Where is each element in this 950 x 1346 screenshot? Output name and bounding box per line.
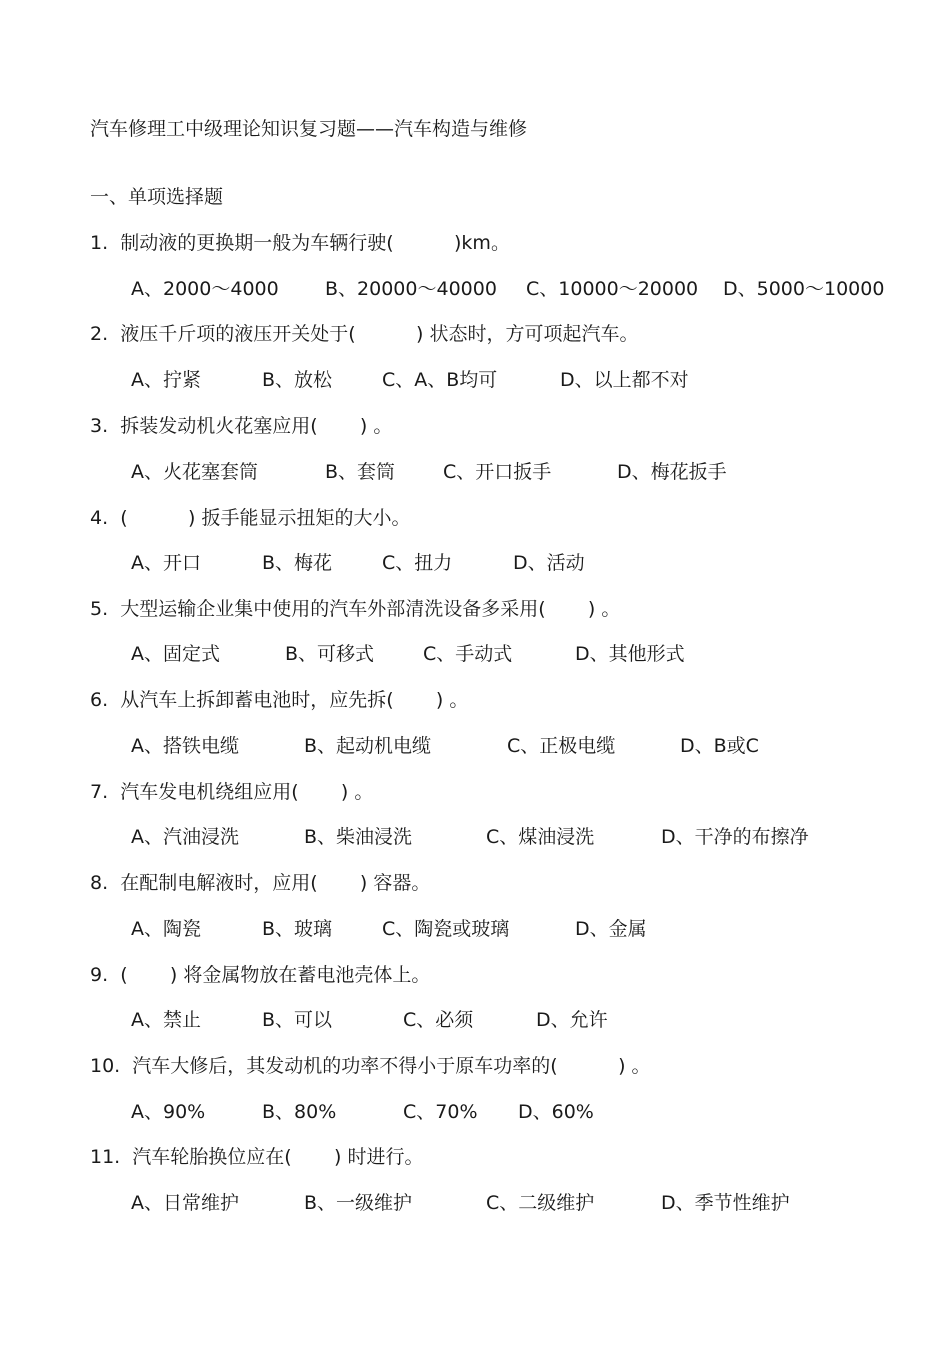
q4-option-b: B、梅花 — [262, 552, 333, 574]
q10-option-c: C、70% — [403, 1101, 478, 1123]
q3-option-d: D、梅花扳手 — [617, 461, 727, 483]
q6-option-b: B、起动机电缆 — [304, 735, 432, 757]
question-3: 3. 拆装发动机火花塞应用( ) 。 — [90, 415, 393, 437]
q11-option-a: A、日常维护 — [131, 1192, 239, 1214]
question-7: 7. 汽车发电机绕组应用( ) 。 — [90, 781, 374, 803]
q2-option-a: A、拧紧 — [131, 369, 201, 391]
q2-option-b: B、放松 — [262, 369, 333, 391]
question-2: 2. 液压千斤项的液压开关处于( ) 状态时，方可项起汽车。 — [90, 323, 639, 345]
q5-option-b: B、可移式 — [285, 643, 375, 665]
q9-option-b: B、可以 — [262, 1009, 333, 1031]
q2-option-c: C、A、B均可 — [382, 369, 498, 391]
q11-option-c: C、二级维护 — [486, 1192, 595, 1214]
section-heading: 一、单项选择题 — [90, 186, 224, 208]
q9-option-c: C、必须 — [403, 1009, 474, 1031]
q8-option-c: C、陶瓷或玻璃 — [382, 918, 510, 940]
q11-option-b: B、一级维护 — [304, 1192, 413, 1214]
q5-option-c: C、手动式 — [423, 643, 513, 665]
question-5: 5. 大型运输企业集中使用的汽车外部清洗设备多采用( ) 。 — [90, 598, 621, 620]
q8-option-b: B、玻璃 — [262, 918, 333, 940]
q7-option-a: A、汽油浸洗 — [131, 826, 239, 848]
q6-option-d: D、B或C — [680, 735, 759, 757]
q3-option-c: C、开口扳手 — [443, 461, 552, 483]
question-1: 1. 制动液的更换期一般为车辆行驶( )km。 — [90, 232, 510, 254]
q8-option-a: A、陶瓷 — [131, 918, 201, 940]
q10-option-a: A、90% — [131, 1101, 206, 1123]
question-10: 10. 汽车大修后，其发动机的功率不得小于原车功率的( ) 。 — [90, 1055, 651, 1077]
q8-option-d: D、金属 — [575, 918, 647, 940]
q9-option-d: D、允许 — [536, 1009, 608, 1031]
q4-option-c: C、扭力 — [382, 552, 453, 574]
q4-option-a: A、开口 — [131, 552, 201, 574]
q5-option-a: A、固定式 — [131, 643, 220, 665]
q10-option-d: D、60% — [518, 1101, 594, 1123]
q7-option-c: C、煤油浸洗 — [486, 826, 595, 848]
q5-option-d: D、其他形式 — [575, 643, 685, 665]
q6-option-a: A、搭铁电缆 — [131, 735, 239, 757]
q6-option-c: C、正极电缆 — [507, 735, 616, 757]
question-6: 6. 从汽车上拆卸蓄电池时，应先拆( ) 。 — [90, 689, 469, 711]
question-8: 8. 在配制电解液时，应用( ) 容器。 — [90, 872, 431, 894]
q1-option-d: D、5000～10000 — [723, 278, 885, 300]
q11-option-d: D、季节性维护 — [661, 1192, 790, 1214]
question-11: 11. 汽车轮胎换位应在( ) 时进行。 — [90, 1146, 424, 1168]
q10-option-b: B、80% — [262, 1101, 337, 1123]
question-9: 9. ( ) 将金属物放在蓄电池壳体上。 — [90, 964, 431, 986]
question-4: 4. ( ) 扳手能显示扭矩的大小。 — [90, 507, 411, 529]
document-title: 汽车修理工中级理论知识复习题——汽车构造与维修 — [90, 118, 528, 140]
q2-option-d: D、以上都不对 — [560, 369, 689, 391]
q1-option-b: B、20000～40000 — [325, 278, 497, 300]
q3-option-a: A、火花塞套筒 — [131, 461, 258, 483]
q7-option-d: D、干净的布擦净 — [661, 826, 809, 848]
q9-option-a: A、禁止 — [131, 1009, 201, 1031]
q7-option-b: B、柴油浸洗 — [304, 826, 413, 848]
q3-option-b: B、套筒 — [325, 461, 396, 483]
q4-option-d: D、活动 — [513, 552, 585, 574]
q1-option-a: A、2000～4000 — [131, 278, 279, 300]
q1-option-c: C、10000～20000 — [526, 278, 699, 300]
